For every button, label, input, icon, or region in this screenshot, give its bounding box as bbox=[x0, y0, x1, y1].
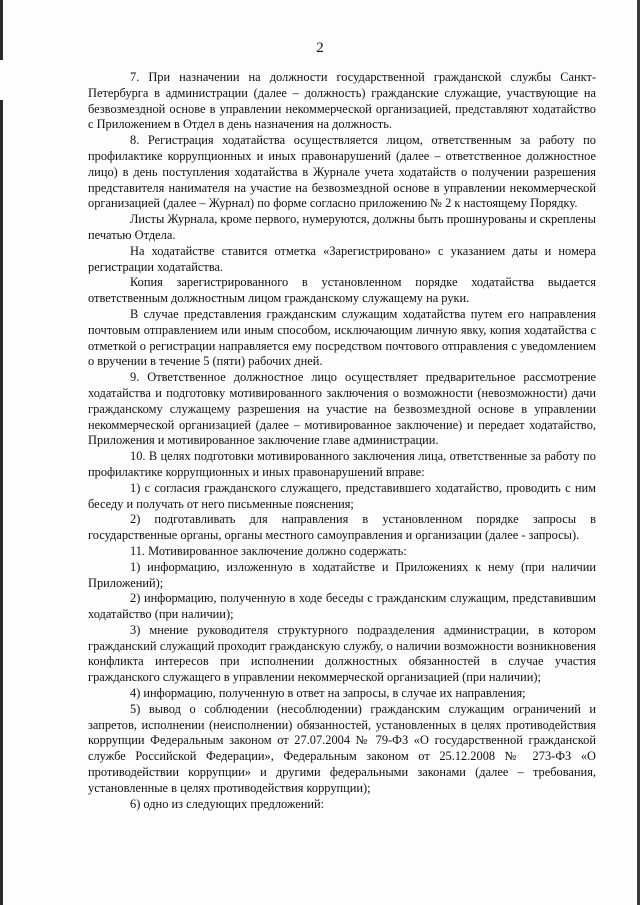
list-item-10-2: 2) подготавливать для направления в установленном порядке запросы в государственные органы, органы местного самоуправления и организации (далее - запросы). bbox=[88, 512, 596, 543]
document-body bbox=[88, 70, 596, 812]
paragraph-registration-mark: На ходатайстве ставится отметка «Зарегистрировано» с указанием даты и номера регистрации ходатайства. bbox=[88, 243, 596, 274]
list-item-11-1: 1) информацию, изложенную в ходатайстве и Приложениях к нему (при наличии Приложений); bbox=[88, 559, 596, 590]
page-number: 2 bbox=[316, 40, 324, 56]
list-item-11-6: 6) одно из следующих предложений: bbox=[130, 796, 325, 811]
list-item-11-2: 2) информацию, полученную в ходе беседы с гражданским служащим, представившим ходатайство (при наличии); bbox=[88, 591, 596, 622]
paragraph-7: 7. При назначении на должности государственной гражданской службы Санкт-Петербурга в администрации (далее – должность) гражданские служащие, участвующие на безвозмездной основе в управлении некоммерческой организацией, представляют ходатайство с Приложением в Отдел в день назначения на должность. bbox=[88, 70, 596, 132]
paragraph-copy-issue: Копия зарегистрированного в установленном порядке ходатайства выдается ответственным должностным лицом гражданскому служащему на руки. bbox=[88, 275, 596, 306]
paragraph-postal-submission: В случае представления гражданским служащим ходатайства путем его направления почтовым отправлением или иным способом, исключающим личную явку, копия ходатайства с отметкой о регистрации направляется ему посредством почтового отправления с уведомлением о вручении в течение 5 (пяти) рабочих дней. bbox=[88, 306, 596, 369]
paragraph-11: 11. Мотивированное заключение должно содержать: bbox=[130, 543, 407, 558]
list-item-11-4: 4) информацию, полученную в ответ на запросы, в случае их направления; bbox=[130, 686, 526, 701]
paragraph-journal-sheets: Листы Журнала, кроме первого, нумеруются, должны быть прошнурованы и скреплены печатью Отдела. bbox=[88, 212, 596, 242]
paragraph-10: 10. В целях подготовки мотивированного заключения лица, ответственные за работу по профилактике коррупционных и иных правонарушений вправе: bbox=[88, 449, 596, 479]
list-item-11-3: 3) мнение руководителя структурного подразделения администрации, в котором гражданский служащий проходит гражданскую службу, о наличии возможности возникновения конфликта интересов при исполнении должностных обязанностей в случае участия гражданского служащего в управлении некоммерческой организацией (при наличии); bbox=[88, 622, 596, 685]
paragraph-8: 8. Регистрация ходатайства осуществляется лицом, ответственным за работу по профилактике коррупционных и иных правонарушений (далее – ответственное должностное лицо) в день поступления ходатайства в Журнале учета ходатайств о получении разрешения представителя нанимателя на участие на безвозмездной основе в управлении некоммерческой организацией (далее – Журнал) по форме согласно приложению № 2 к настоящему Порядку. bbox=[88, 133, 596, 211]
scan-edge-left bbox=[0, 0, 3, 905]
paragraph-9: 9. Ответственное должностное лицо осуществляет предварительное рассмотрение ходатайства и подготовку мотивированного заключения о возможности (невозможности) дачи гражданскому служащему разрешения на участие на безвозмездной основе в управлении некоммерческой организацией (далее – мотивированное заключение) и передает ходатайство, Приложения и мотивированное заключение главе администрации. bbox=[88, 370, 596, 448]
list-item-10-1: 1) с согласия гражданского служащего, представившего ходатайство, проводить с ним беседу и получать от него письменные пояснения; bbox=[88, 480, 596, 511]
list-item-11-5: 5) вывод о соблюдении (несоблюдении) гражданским служащим ограничений и запретов, исполнении (неисполнении) обязанностей, установленных в целях противодействия коррупции Федеральным законом от 27.07.2004 № 79-ФЗ «О государственной гражданской службе Российской Федерации», Федеральным законом от 25.12.2008 № 273-ФЗ «О противодействии коррупции» и другими федеральными законами (далее – требования, установленные в целях противодействия коррупции); bbox=[88, 701, 596, 795]
